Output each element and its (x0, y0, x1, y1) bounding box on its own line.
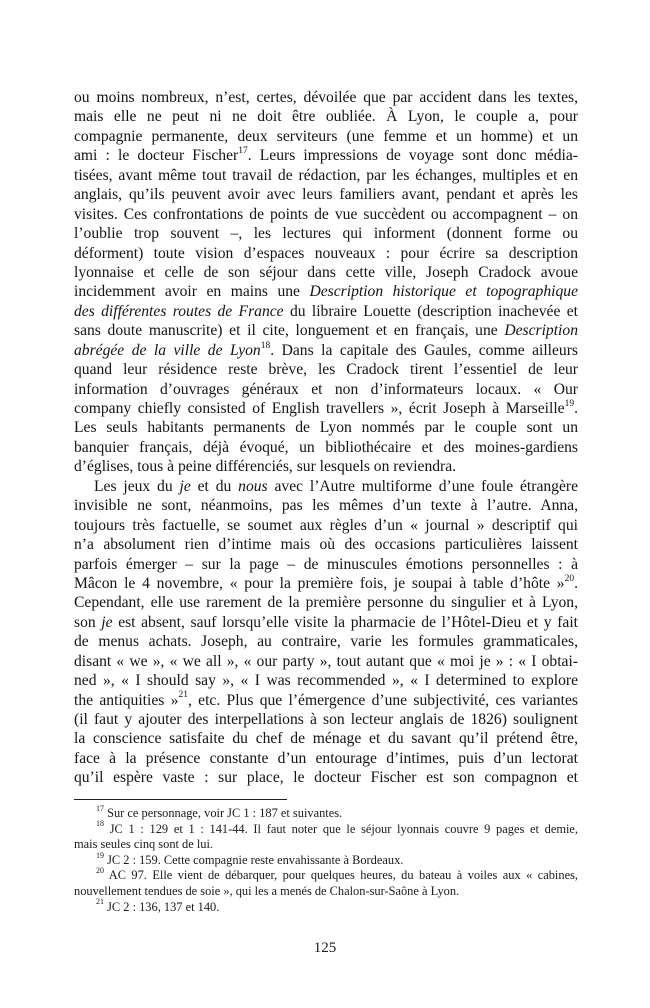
footnote-ref[interactable]: 21 (178, 690, 188, 701)
text-line: toujours très factuelle, se soumet aux règles d’un « journal » descriptif qui (74, 516, 578, 534)
text-line: banquier français, déjà évoqué, un bibliothécaire et des moines-gardiens (74, 438, 578, 456)
text-line: mais elle ne peut ni ne doit être oubliée. À Lyon, le couple a, pour (74, 108, 578, 126)
text-line: visites. Ces confrontations de points de vue succèdent ou accompagnent – on (74, 205, 578, 223)
footnote-17: $^{17}$ Sur ce personnage, voir JC 1 : 187 et suivantes. (96, 803, 343, 820)
italic-title: abrégée de la ville de Lyon (74, 341, 261, 359)
text-line: compagnie permanente, deux serviteurs (une femme et un homme) et un (74, 127, 578, 145)
footnote-number: 21 (96, 897, 104, 907)
text-line: des différentes routes de France du libraire Louette (description inachevée et (74, 302, 579, 320)
text-line: parfois émerger – sur la page – de minuscules émotions personnelles : à (74, 555, 578, 573)
footnote-ref[interactable]: 17 (238, 146, 248, 157)
italic-title: nous (238, 477, 268, 495)
text-line: abrégée de la ville de Lyon$^{18}$. Dans la capitale des Gaules, comme ailleurs (74, 340, 578, 359)
main-text (74, 88, 578, 788)
text-line: Les jeux du je et du nous avec l’Autre multiforme d’une foule étrangère (94, 477, 578, 495)
text-line: l’oublie trop souvent –, les lectures qui informent (donnent forme ou (74, 225, 578, 243)
text-line: lyonnaise et celle de son séjour dans cette ville, Joseph Cradock avoue (74, 263, 578, 281)
footnote-number: 18 (96, 819, 104, 829)
text-line: de menus achats. Joseph, au contraire, varie les formules grammaticales, (74, 633, 578, 651)
italic-title: je (101, 613, 113, 631)
italic-title: Description (504, 322, 578, 340)
text-line: (il faut y ajouter des interpellations à son lecteur anglais de 1826) soulignent (74, 711, 578, 728)
text-line: qu’il espère vaste : sur place, le docteur Fischer est son compagnon et (74, 769, 578, 787)
footnote-ref[interactable]: 18 (260, 340, 271, 351)
text-line: Cependant, elle use rarement de la première personne du singulier et à Lyon, (74, 594, 578, 612)
text-line: company chiefly consisted of English travellers », écrit Joseph à Marseille$^{19}$. (74, 398, 578, 417)
footnote-ref[interactable]: 19 (564, 398, 575, 409)
footnote-20: $^{20}$ AC 97. Elle vient de débarquer, pour quelques heures, du bateau à voiles aux « cabines, (96, 866, 578, 883)
text-line: incidemment avoir en mains une Description historique et topographique (74, 283, 578, 301)
italic-title: des différentes routes de France (74, 302, 284, 320)
text-line: the antiquities »$^{21}$, etc. Plus que l’émergence d’une subjectivité, ces variantes (74, 690, 579, 709)
text-line: disant « we », « we all », « our party », tout autant que « moi je » : « I obtai- (74, 652, 578, 670)
text-line: Les seuls habitants permanents de Lyon nommés par le couple sont un (74, 419, 578, 437)
footnote-19: $^{19}$ JC 2 : 159. Cette compagnie reste envahissante à Bordeaux. (96, 850, 404, 867)
footnote-21: $^{21}$ JC 2 : 136, 137 et 140. (96, 897, 220, 914)
page-number: 125 (313, 940, 337, 956)
footnote-18: mais seules cinq sont de lui. (74, 837, 214, 852)
text-line: ned », « I should say », « I was recommended », « I determined to explore (74, 672, 578, 690)
text-line: tisées, avant même tout travail de rédaction, par les échanges, multiples et en (74, 166, 578, 184)
italic-title: Description historique et topographique (309, 283, 578, 301)
text-line: information d’ouvrages généraux et non d’informateurs locaux. « Our (74, 380, 578, 398)
text-line: anglais, qu’ils peuvent avoir avec leurs familiers avant, pendant et après les (74, 186, 578, 204)
text-line: d’églises, tous à peine différenciés, sur lesquels on reviendra. (74, 458, 457, 476)
text-line: n’a absolument rien d’intime mais où des occasions particulières laissent (74, 536, 578, 554)
text-line: déforment) toute vision d’espaces nouveaux : pour écrire sa description (74, 244, 578, 262)
italic-title: je (179, 477, 191, 495)
text-line: face à la présence constante d’un entourage d’intimes, puis d’un lectorat (74, 749, 578, 767)
text-line: ou moins nombreux, n’est, certes, dévoilée que par accident dans les textes, (74, 89, 578, 106)
footnotes (74, 803, 578, 915)
text-line: ami : le docteur Fischer$^{17}$. Leurs impressions de voyage sont donc média- (74, 146, 578, 165)
text-line: la conscience satisfaite du chef de ménage et du savant qu’il prétend être, (74, 730, 578, 748)
footnote-number: 19 (96, 850, 104, 860)
text-line: sans doute manuscrite) et il cite, longuement et en français, une Description (74, 322, 578, 340)
footnote-ref[interactable]: 20 (564, 573, 575, 584)
footnote-number: 17 (96, 803, 104, 813)
text-line: quand leur résidence reste brève, les Cradock tirent l’essentiel de leur (74, 361, 578, 379)
footnote-number: 20 (96, 866, 104, 876)
text-line: son je est absent, sauf lorsqu’elle visite la pharmacie de l’Hôtel-Dieu et y fait (74, 613, 578, 631)
footnote-20: nouvellement tendues de soie », qui les a menés de Chalon-sur-Saône à Lyon. (74, 883, 460, 898)
text-line: invisible ne sont, néanmoins, pas les mêmes d’un texte à l’autre. Anna, (74, 497, 578, 515)
footnote-18: $^{18}$ JC 1 : 129 et 1 : 141-44. Il faut noter que le séjour lyonnais couvre 9 pages et demie, (96, 819, 578, 836)
text-line: Mâcon le 4 novembre, « pour la première fois, je soupai à table d’hôte »$^{20}$. (74, 573, 578, 592)
footnote-separator (74, 799, 287, 800)
